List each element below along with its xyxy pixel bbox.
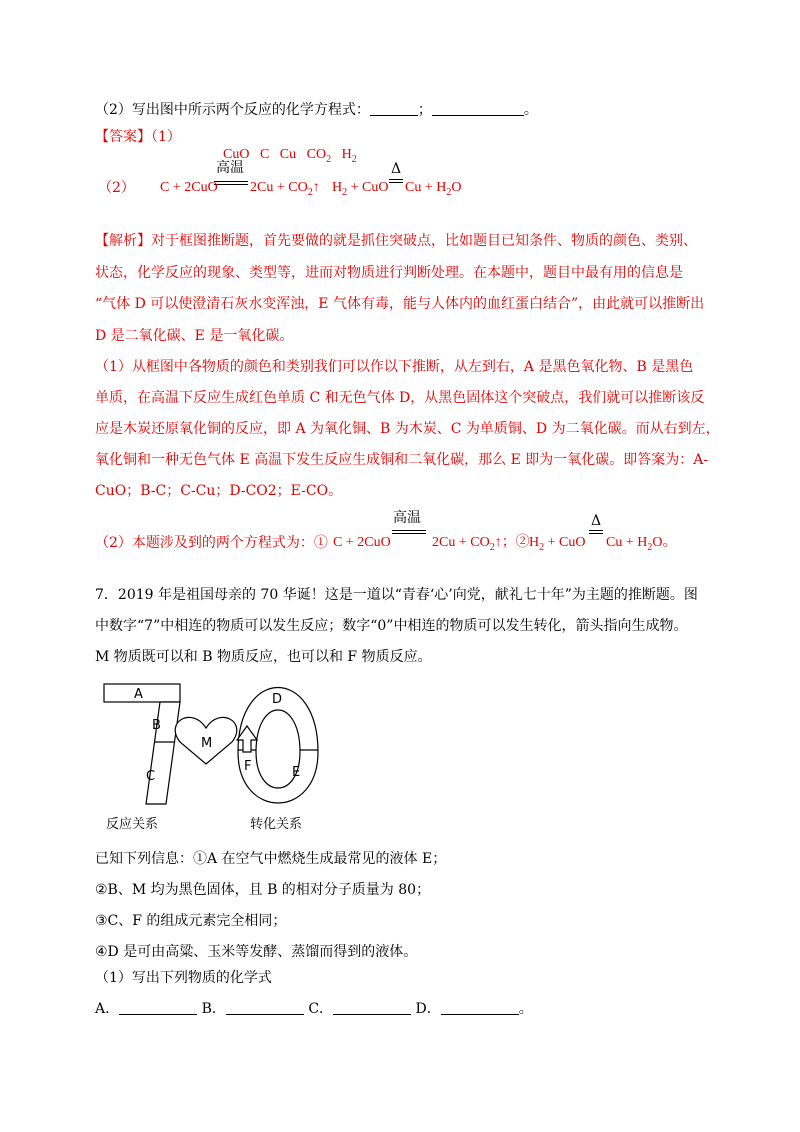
analysis-line-1 (95, 232, 697, 250)
label-b: B (152, 718, 161, 733)
reaction-arrow-equals (589, 530, 603, 534)
condition-high-temp: 高温 (393, 510, 421, 526)
condition-heat: Δ (391, 161, 402, 177)
analysis-eq1-left: C + 2CuO (333, 535, 391, 550)
answer-blank-c[interactable] (333, 1000, 411, 1015)
subquestion-1: （1）写出下列物质的化学式 (95, 970, 272, 986)
info-4: ④D 是可由高粱、玉米等发酵、蒸馏而得到的液体。 (95, 944, 418, 960)
analysis-p1-line-2: 单质，在高温下反应生成红色单质 C 和无色气体 D，从黑色固体这个突破点，我们就可以推断该反 (95, 390, 705, 406)
answer-blank (370, 101, 418, 116)
fill-label-a: A． (95, 1001, 120, 1017)
seventy-diagram (96, 676, 336, 836)
eq2-end: O。 (652, 535, 677, 550)
analysis-p1-line-4: 氧化铜和一种无色气体 E 高温下发生反应生成铜和二氧化碳，那么 E 即为一氧化碳。即答案为：A- (95, 452, 709, 468)
label-f: F (244, 759, 252, 774)
seven-shape (104, 684, 180, 804)
subscript: 2 (351, 153, 357, 165)
label-a: A (134, 687, 143, 702)
period: 。 (518, 1001, 533, 1017)
analysis-line-3: “气体 D 可以使澄清石灰水变浑浊，E 气体有毒，能与人体内的血红蛋白结合”，由此就可以推断出 (95, 296, 705, 312)
answer-blank-d[interactable] (441, 1000, 519, 1015)
answer-part2-num: （2） (98, 180, 135, 196)
fill-label-d: D． (415, 1001, 441, 1017)
period: 。 (523, 102, 538, 118)
answer-equation-1-right (250, 179, 320, 202)
info-3: ③C、F 的组成元素完全相同； (95, 913, 287, 929)
answer-part1 (95, 128, 181, 146)
answer-part1-num: （1） (151, 129, 181, 145)
eq2-right: Cu + H (405, 180, 447, 195)
label-d: D (272, 692, 283, 707)
reaction-arrow-equals (392, 530, 426, 534)
info-2: ②B、M 均为黑色固体，且 B 的相对分子质量为 80； (95, 882, 431, 898)
subscript: 2 (342, 186, 348, 198)
eq2-tail: + CuO (544, 535, 586, 550)
caption-reaction: 反应关系 (106, 817, 159, 832)
eq1-left: C + 2CuO (160, 180, 218, 195)
condition-high-temp: 高温 (216, 160, 244, 176)
subscript: 2 (326, 153, 332, 165)
condition-heat: Δ (591, 513, 602, 529)
subscript: 2 (647, 541, 653, 553)
eq1-tail: ↑；② (494, 535, 530, 550)
answer-blank (432, 101, 524, 116)
answer-items-tail: H (331, 147, 352, 162)
analysis-eq2-left (529, 534, 585, 557)
eq2-right-tail: O (451, 180, 462, 195)
answer-blank-b[interactable] (226, 1000, 304, 1015)
caption-conversion: 转化关系 (250, 817, 303, 832)
analysis-eq2-right (606, 534, 676, 557)
analysis-line-2: 状态，化学反应的现象、类型等，进而对物质进行判断处理。在本题中，题目中最有用的信息是 (95, 265, 683, 281)
analysis-text: 对于框图推断题，首先要做的就是抓住突破点，比如题目已知条件、物质的颜色、类别、 (151, 233, 697, 249)
label-m: M (201, 736, 213, 751)
eq2-left: H (529, 535, 540, 550)
answer-label: 【答案】 (95, 129, 151, 145)
eq2-left: H (332, 180, 343, 195)
q6-part2-prefix: （2）写出图中所示两个反应的化学方程式： (95, 102, 370, 118)
fill-label-c: C． (308, 1001, 334, 1017)
eq2-left-tail: + CuO (347, 180, 389, 195)
answer-items-text: CuO C Cu CO (223, 147, 327, 162)
analysis-p2-prefix: （2）本题涉及到的两个方程式为：① (95, 535, 328, 551)
separator: ； (417, 102, 432, 118)
answer-equation-2-right (405, 179, 461, 202)
eq2-right: Cu + H (606, 535, 648, 550)
fill-label-b: B． (201, 1001, 226, 1017)
answer-blank-a[interactable] (119, 1000, 197, 1015)
analysis-line-4: D 是二氧化碳、E 是一氧化碳。 (95, 328, 294, 344)
subscript: 2 (446, 186, 452, 198)
analysis-p1-line-5: CuO；B-C；C-Cu；D-CO2；E-CO。 (95, 483, 343, 499)
fill-in-line (95, 1000, 533, 1018)
question-6-part2 (95, 101, 538, 119)
analysis-p1-line-1: （1）从框图中各物质的颜色和类别我们可以作以下推断，从左到右，A 是黑色氧化物、B 是黑色 (95, 359, 694, 375)
answer-equation-2 (332, 179, 388, 202)
label-e: E (292, 765, 301, 780)
analysis-eq1-right (432, 534, 530, 557)
label-c: C (146, 769, 156, 784)
analysis-p1-line-3: 应是木炭还原氧化铜的反应，即 A 为氧化铜、B 为木炭、C 为单质铜、D 为二氧化碳。而从右到左， (95, 421, 720, 437)
reaction-arrow-equals (389, 179, 403, 183)
answer-equation-1 (160, 179, 218, 197)
question-7-line-1: 7．2019 年是祖国母亲的 70 华诞！这是一道以“青春‘心’向党，献礼七十年”为主题的推断题。图 (95, 587, 698, 603)
analysis-label: 【解析】 (95, 233, 151, 249)
question-7-line-3: M 物质既可以和 B 物质反应，也可以和 F 物质反应。 (95, 649, 432, 665)
info-intro: 已知下列信息：①A 在空气中燃烧生成最常见的液体 E； (95, 851, 447, 867)
eq1-right: 2Cu + CO (432, 535, 490, 550)
subscript: 2 (539, 541, 545, 553)
question-7-line-2: 中数字“7”中相连的物质可以发生反应；数字“0”中相连的物质可以发生转化，箭头指向生成物。 (95, 618, 688, 634)
subscript: 2 (307, 186, 313, 198)
reaction-arrow-equals (214, 181, 248, 185)
subscript: 2 (489, 541, 495, 553)
gas-arrow: ↑ (312, 180, 320, 195)
eq1-right: 2Cu + CO (250, 180, 308, 195)
